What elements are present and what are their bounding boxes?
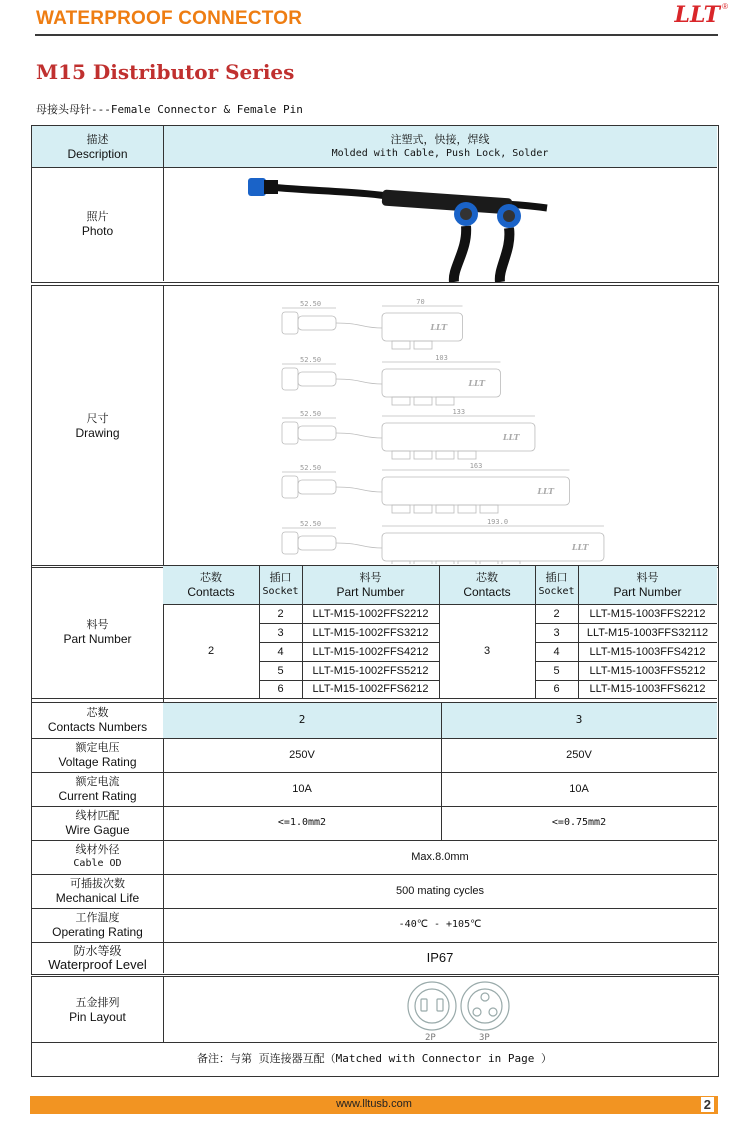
drawing-row-5: [282, 526, 604, 564]
brand-header-title: WATERPROOF CONNECTOR: [36, 8, 303, 29]
description-value-en: Molded with Cable, Push Lock, Solder: [331, 147, 549, 159]
contacts-header-en: Contacts: [187, 585, 235, 599]
drawing-dim-right: 133: [452, 408, 466, 416]
contacts-header-cn: 芯数: [200, 571, 222, 584]
series-title: M15 Distributor Series: [36, 60, 295, 84]
subtitle: 母接头母针---Female Connector & Female Pin: [36, 103, 303, 116]
group2-socket-2: 3: [553, 626, 560, 639]
drawing-label-cell: [32, 286, 163, 566]
cable-label: [32, 840, 163, 874]
col-header-pn-2: [578, 566, 717, 604]
dimension-drawing: [272, 294, 642, 564]
life-label: [32, 874, 163, 908]
photo-label-cell: [32, 167, 163, 281]
group1-pn-2: LLT-M15-1002FFS3212: [312, 626, 429, 639]
cable-en: Cable OD: [73, 858, 122, 869]
group1-socket-1: 2: [277, 607, 284, 620]
description-label-cell: [32, 126, 163, 167]
contacts-numbers-en: Contacts Numbers: [47, 720, 148, 734]
voltage-label: [32, 738, 163, 772]
col-header-pn-1: [302, 566, 439, 604]
pn-header-cn: 料号: [636, 571, 659, 584]
wire-value-1: <=1.0mm2: [277, 817, 327, 828]
group1-socket-5: 6: [277, 683, 284, 695]
footer-url[interactable]: www.lltusb.com: [336, 1098, 412, 1110]
temp-label: [32, 908, 163, 942]
group2-pn-1: LLT-M15-1003FFS2212: [589, 607, 706, 620]
col-header-socket-1: [259, 566, 302, 604]
description-photo-block: [31, 125, 719, 283]
contacts-header-en: Contacts: [463, 585, 511, 599]
group1-socket-4: 5: [277, 664, 284, 677]
current-value-1: 10A: [292, 783, 312, 795]
pin-layout-diagram: [397, 979, 517, 1041]
pin-3p-label: 3P: [479, 1033, 490, 1041]
pin-layout-cn: 五金排列: [75, 995, 120, 1009]
drawing-box-logo: LLT: [537, 486, 555, 496]
drawing-dim-right: 70: [416, 298, 425, 306]
group1-pn-1: LLT-M15-1002FFS2212: [312, 607, 429, 620]
drawing-dim-left: 52.50: [300, 410, 322, 418]
current-label: [32, 772, 163, 806]
description-value-cn: 注塑式，快接，焊线: [390, 132, 490, 146]
wire-label: [32, 806, 163, 840]
brand-logo: LLT: [674, 2, 720, 28]
wire-en: Wire Gague: [65, 823, 130, 837]
ip-en: Waterproof Level: [48, 956, 147, 972]
part-number-spec-block: [31, 565, 719, 975]
group2-pn-2: LLT-M15-1003FFS32112: [586, 626, 709, 639]
socket-header-en: Socket: [538, 586, 575, 597]
drawing-row-3: [282, 416, 535, 459]
pin-layout-label: [32, 977, 163, 1042]
pin-2p-label: 2P: [425, 1033, 436, 1041]
voltage-value-2: 250V: [566, 749, 592, 761]
description-value-cell: [163, 126, 717, 167]
photo-label-cn: 照片: [86, 210, 109, 223]
cable-value: Max.8.0mm: [411, 851, 469, 863]
ip-value: IP67: [426, 949, 454, 965]
group2-pn-4: LLT-M15-1003FFS5212: [589, 664, 706, 677]
pin-layout-block: [31, 976, 719, 1077]
contacts-header-cn: 芯数: [476, 571, 498, 584]
col-header-contacts-1: [163, 566, 259, 604]
group2-contacts: 3: [483, 645, 491, 657]
drawing-label-en: Drawing: [75, 426, 120, 440]
voltage-en: Voltage Rating: [58, 755, 137, 769]
drawing-dim-left: 52.50: [300, 356, 322, 364]
ip-cn: 防水等级: [73, 943, 122, 958]
group2-socket-3: 4: [553, 645, 560, 658]
drawing-box-logo: LLT: [430, 322, 448, 332]
group2-socket-4: 5: [553, 664, 560, 677]
description-label-cn: 描述: [86, 132, 109, 146]
life-value: 500 mating cycles: [395, 885, 485, 897]
temp-en: Operating Rating: [52, 925, 143, 939]
life-cn: 可插拔次数: [70, 877, 125, 890]
group1-pn-4: LLT-M15-1002FFS5212: [312, 664, 429, 677]
part-number-label-cell: [32, 566, 163, 698]
wire-cn: 线材匹配: [75, 809, 120, 822]
contacts-numbers-label: [32, 702, 163, 738]
page-number: 2: [701, 1097, 714, 1112]
drawing-dim-right: 163: [469, 462, 483, 470]
wire-value-2: <=0.75mm2: [551, 817, 607, 828]
photo-label-en: Photo: [81, 224, 114, 238]
current-value-2: 10A: [569, 783, 589, 795]
drawing-label-cn: 尺寸: [86, 412, 109, 425]
drawing-box-logo: LLT: [571, 542, 589, 552]
group1-contacts: 2: [207, 645, 215, 657]
temp-cn: 工作温度: [75, 911, 120, 924]
temp-value: -40℃ - +105℃: [398, 919, 482, 930]
pn-header-en: Part Number: [336, 585, 405, 599]
cable-cn: 线材外径: [75, 843, 120, 856]
pn-header-en: Part Number: [613, 585, 682, 599]
contacts-numbers-cn: 芯数: [86, 706, 109, 719]
life-en: Mechanical Life: [55, 891, 140, 905]
voltage-cn: 额定电压: [75, 741, 120, 754]
ip-label: [32, 942, 163, 973]
drawing-box-logo: LLT: [468, 378, 486, 388]
contacts-numbers-value-1: 2: [163, 702, 441, 738]
col-header-socket-2: [535, 566, 578, 604]
socket-header-en: Socket: [262, 586, 299, 597]
registered-mark: ®: [722, 2, 728, 11]
drawing-dim-left: 52.50: [300, 520, 322, 528]
drawing-dim-right: 103: [435, 354, 448, 362]
drawing-row-4: [282, 470, 569, 513]
group1-socket-3: 4: [277, 645, 284, 658]
group1-pn-3: LLT-M15-1002FFS4212: [312, 645, 429, 658]
note-text: 备注：与第 页连接器互配（Matched with Connector in Page ）: [197, 1051, 552, 1065]
current-en: Current Rating: [58, 789, 137, 803]
drawing-block: [31, 285, 719, 568]
drawing-dim-left: 52.50: [300, 300, 322, 308]
group2-socket-1: 2: [553, 607, 560, 620]
group2-socket-5: 6: [553, 683, 560, 695]
drawing-box-logo: LLT: [502, 432, 520, 442]
drawing-dim-right: 193.0: [486, 518, 509, 526]
voltage-value-1: 250V: [289, 749, 315, 761]
product-photo: [232, 170, 552, 282]
header-rule: [35, 34, 718, 36]
contacts-numbers-value-2: 3: [441, 702, 717, 738]
description-label-en: Description: [67, 146, 128, 161]
part-number-label-en: Part Number: [63, 632, 132, 646]
current-cn: 额定电流: [75, 775, 120, 788]
group1-socket-2: 3: [277, 626, 284, 639]
socket-header-cn: 插口: [545, 571, 568, 584]
part-number-label-cn: 料号: [86, 618, 109, 631]
pin-layout-en: Pin Layout: [69, 1009, 126, 1024]
col-header-contacts-2: [439, 566, 535, 604]
socket-header-cn: 插口: [269, 571, 292, 584]
group2-pn-5: LLT-M15-1003FFS6212: [589, 683, 706, 695]
pn-header-cn: 料号: [359, 571, 382, 584]
group1-pn-5: LLT-M15-1002FFS6212: [312, 683, 429, 695]
group2-pn-3: LLT-M15-1003FFS4212: [589, 645, 706, 658]
drawing-dim-left: 52.50: [300, 464, 322, 472]
footer-bar: [30, 1096, 718, 1114]
